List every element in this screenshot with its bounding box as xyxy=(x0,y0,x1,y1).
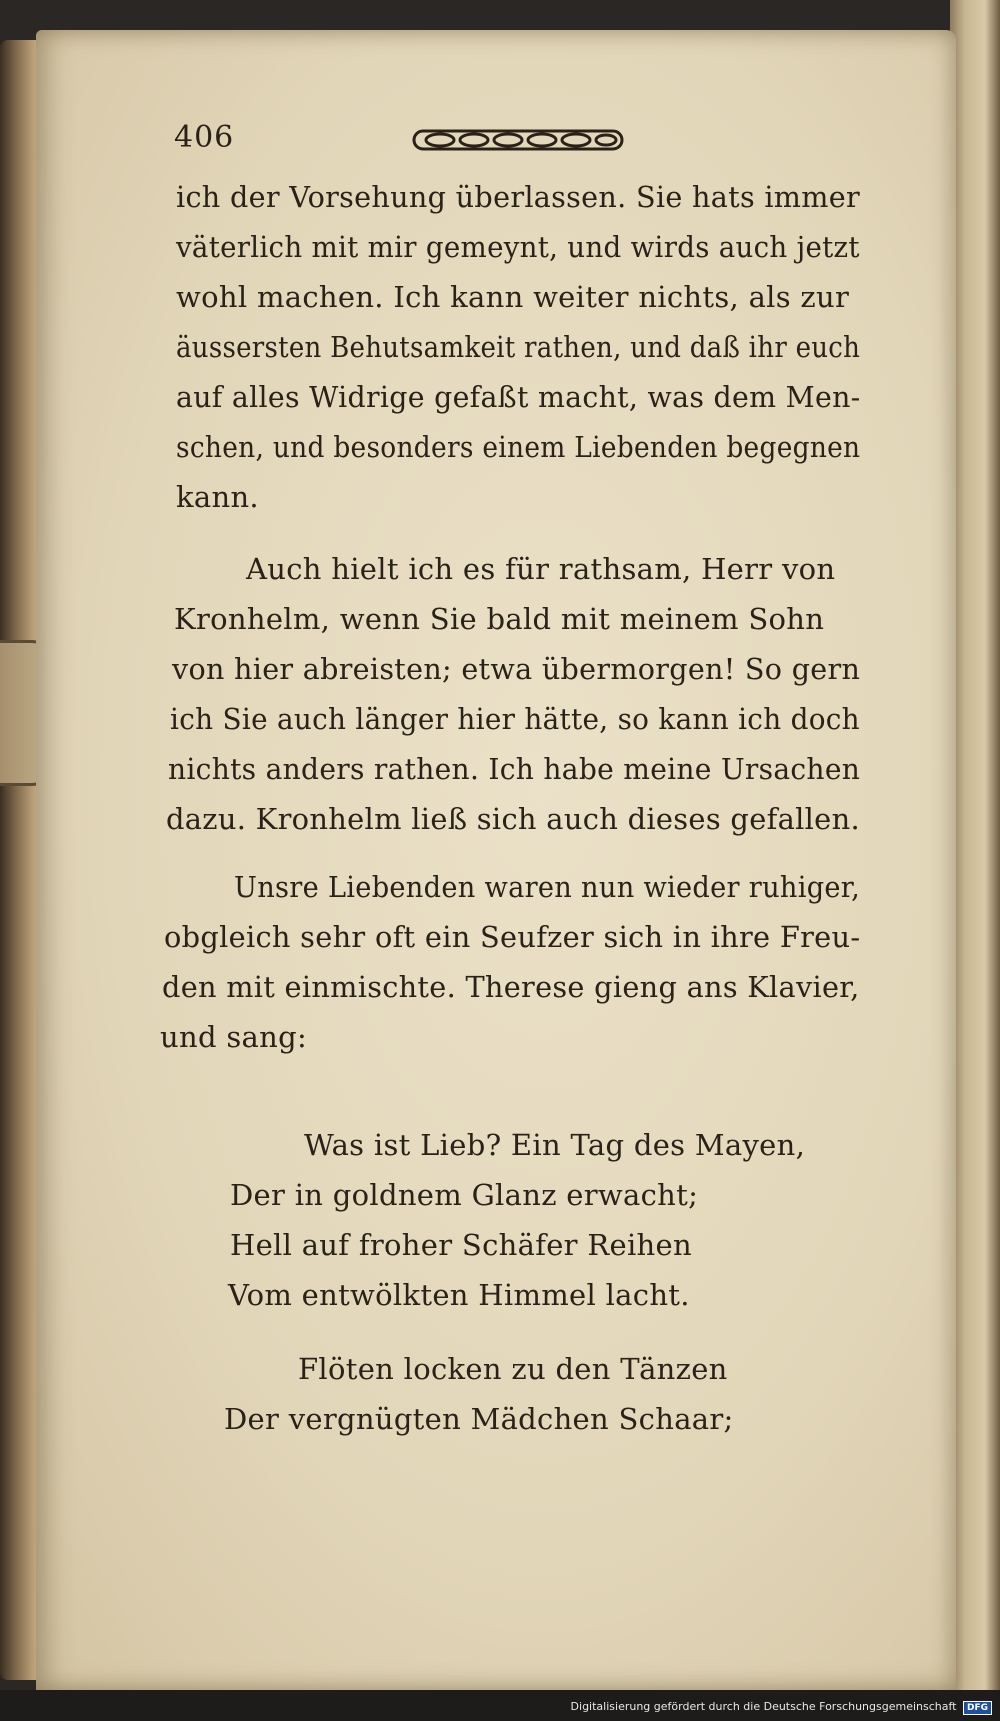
credit-text: Digitalisierung gefördert durch die Deutsche Forschungsgemeinschaft xyxy=(570,1700,957,1713)
book-page-edges-right xyxy=(950,0,1000,1690)
text-line: auf alles Widrige gefaßt macht, was dem Men- xyxy=(176,380,861,414)
verse-line: Was ist Lieb? Ein Tag des Mayen, xyxy=(304,1128,806,1162)
text-line: dazu. Kronhelm ließ sich auch dieses gefallen. xyxy=(166,802,860,836)
text-line: Kronhelm, wenn Sie bald mit meinem Sohn xyxy=(174,602,825,636)
verse-line: Der vergnügten Mädchen Schaar; xyxy=(224,1402,734,1436)
text-line: Unsre Liebenden waren nun wieder ruhiger, xyxy=(234,870,861,904)
text-line: nichts anders rathen. Ich habe meine Ursachen xyxy=(168,752,861,786)
page-number: 406 xyxy=(174,120,235,155)
text-line: kann. xyxy=(176,480,259,514)
book-page xyxy=(36,30,956,1690)
text-line: schen, und besonders einem Liebenden begegnen xyxy=(176,430,861,464)
text-line: von hier abreisten; etwa übermorgen! So gern xyxy=(172,652,861,686)
digitization-credit xyxy=(571,1700,992,1715)
ornament-divider xyxy=(412,128,624,152)
text-line: obgleich sehr oft ein Seufzer sich in ihre Freu- xyxy=(164,920,861,954)
text-line: Auch hielt ich es für rathsam, Herr von xyxy=(246,552,836,586)
text-line: und sang: xyxy=(160,1020,308,1054)
text-line: ich Sie auch länger hier hätte, so kann ich doch xyxy=(170,702,860,736)
dfg-logo: DFG xyxy=(963,1701,992,1715)
text-line: äussersten Behutsamkeit rathen, und daß ihr euch xyxy=(176,330,861,364)
verse-line: Flöten locken zu den Tänzen xyxy=(298,1352,728,1386)
verse-line: Der in goldnem Glanz erwacht; xyxy=(230,1178,699,1212)
text-line: ich der Vorsehung überlassen. Sie hats immer xyxy=(176,180,860,214)
text-line: wohl machen. Ich kann weiter nichts, als zur xyxy=(176,280,850,314)
verse-line: Hell auf froher Schäfer Reihen xyxy=(230,1228,692,1262)
text-line: den mit einmischte. Therese gieng ans Klavier, xyxy=(162,970,860,1004)
verse-line: Vom entwölkten Himmel lacht. xyxy=(228,1278,690,1312)
text-line: väterlich mit mir gemeynt, und wirds auch jetzt xyxy=(176,230,860,264)
